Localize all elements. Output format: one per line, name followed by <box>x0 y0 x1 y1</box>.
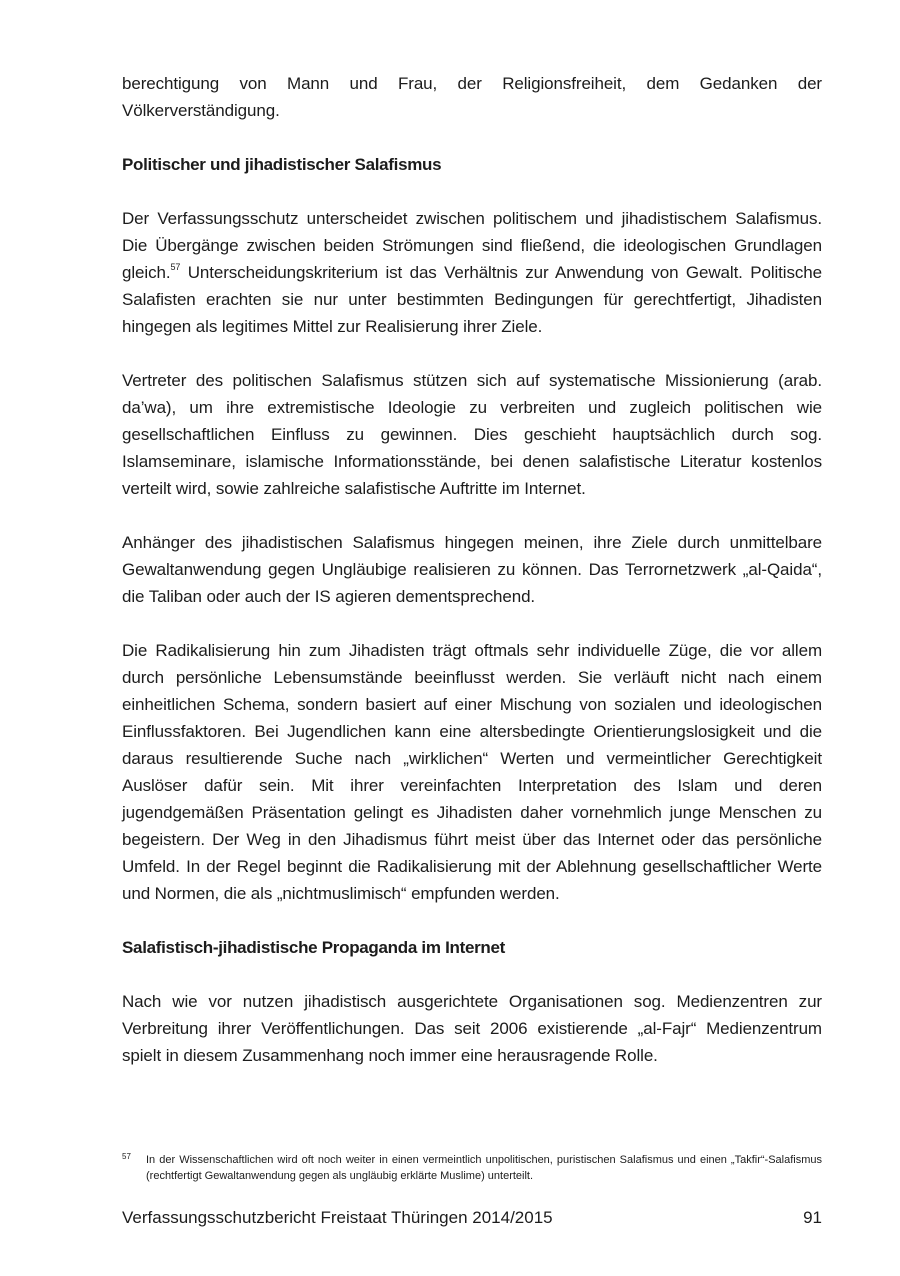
page-footer <box>122 1206 822 1230</box>
paragraph-continuation: berechtigung von Mann und Frau, der Religionsfreiheit, dem Gedanken der Völkerverständigung. <box>122 74 822 120</box>
paragraph-distinction <box>122 205 822 340</box>
footer-title: Verfassungsschutzbericht Freistaat Thüringen 2014/2015 <box>122 1208 553 1227</box>
spacer <box>122 178 822 205</box>
section-heading-propaganda: Salafistisch-jihadistische Propaganda im Internet <box>122 938 506 957</box>
footnote-text: In der Wissenschaftlichen wird oft noch weiter in einen vermeintlich unpolitischen, puristischen Salafismus und einen „Takfir“-Salafismus (rechtfertigt Gewaltanwendung gegen als ungläubig erklärte Muslime) unterteilt. <box>146 1154 822 1182</box>
section-heading-political-jihadist-salafism: Politischer und jihadistischer Salafismus <box>122 155 442 174</box>
spacer <box>122 907 822 934</box>
page-body <box>122 70 822 1069</box>
spacer <box>122 502 822 529</box>
spacer <box>122 961 822 988</box>
footnote <box>122 1152 822 1184</box>
spacer <box>122 340 822 367</box>
paragraph-media-centres: Nach wie vor nutzen jihadistisch ausgerichtete Organisationen sog. Medienzentren zur Verbreitung ihrer Veröffentlichungen. Das seit 2006 existierende „al-Fajr“ Medienzentrum spielt in diesem Zusammenhang noch immer eine herausragende Rolle. <box>122 992 822 1065</box>
footnote-reference: 57 <box>170 262 181 273</box>
page-number: 91 <box>803 1208 822 1227</box>
paragraph-jihadist-salafism: Anhänger des jihadistischen Salafismus hingegen meinen, ihre Ziele durch unmittelbare Gewaltanwendung gegen Ungläubige realisieren zu können. Das Terrornetzwerk „al-Qaida“, die Taliban oder auch der IS agieren dementsprechend. <box>122 533 822 606</box>
paragraph-radicalisation: Die Radikalisierung hin zum Jihadisten trägt oftmals sehr individuelle Züge, die vor allem durch persönliche Lebensumstände beeinflusst werden. Sie verläuft nicht nach einem einheitlichen Schema, sondern basiert auf einer Mischung von sozialen und ideologischen Einflussfaktoren. Bei Jugendlichen kann eine altersbedingte Orientierungslosigkeit und die daraus resultierende Suche nach „wirklichen“ Werten und vermeintlicher Gerechtigkeit Auslöser dafür sein. Mit ihrer vereinfachten Interpretation des Islam und deren jugendgemäßen Präsentation gelingt es Jihadisten daher vornehmlich junge Menschen zu begeistern. Der Weg in den Jihadismus führt meist über das Internet oder das persönliche Umfeld. In der Regel beginnt die Radikalisierung mit der Ablehnung gesellschaftlicher Werte und Normen, die als „nichtmuslimisch“ empfunden werden. <box>122 641 822 903</box>
spacer <box>122 124 822 151</box>
footnote-number: 57 <box>122 1152 131 1161</box>
paragraph-political-salafism: Vertreter des politischen Salafismus stützen sich auf systematische Missionierung (arab. da’wa), um ihre extremistische Ideologie zu verbreiten und zugleich politischen wie gesellschaftlichen Einfluss zu gewinnen. Dies geschieht hauptsächlich durch sog. Islamseminare, islamische Informationsstände, bei denen salafistische Literatur kostenlos verteilt wird, sowie zahlreiche salafistische Auftritte im Internet. <box>122 371 822 498</box>
paragraph-text: Unterscheidungskriterium ist das Verhältnis zur Anwendung von Gewalt. Politische Salafisten erachten sie nur unter bestimmten Bedingungen für gerechtfertigt, Jihadisten hingegen als legitimes Mittel zur Realisierung ihrer Ziele. <box>122 263 822 336</box>
spacer <box>122 610 822 637</box>
paragraph-text: Der Verfassungsschutz unterscheidet zwischen politischem und jihadistischem Salafismus. Die Übergänge zwischen beiden Strömungen sind fließend, die ideologischen Grundlagen gleich. <box>122 209 822 282</box>
